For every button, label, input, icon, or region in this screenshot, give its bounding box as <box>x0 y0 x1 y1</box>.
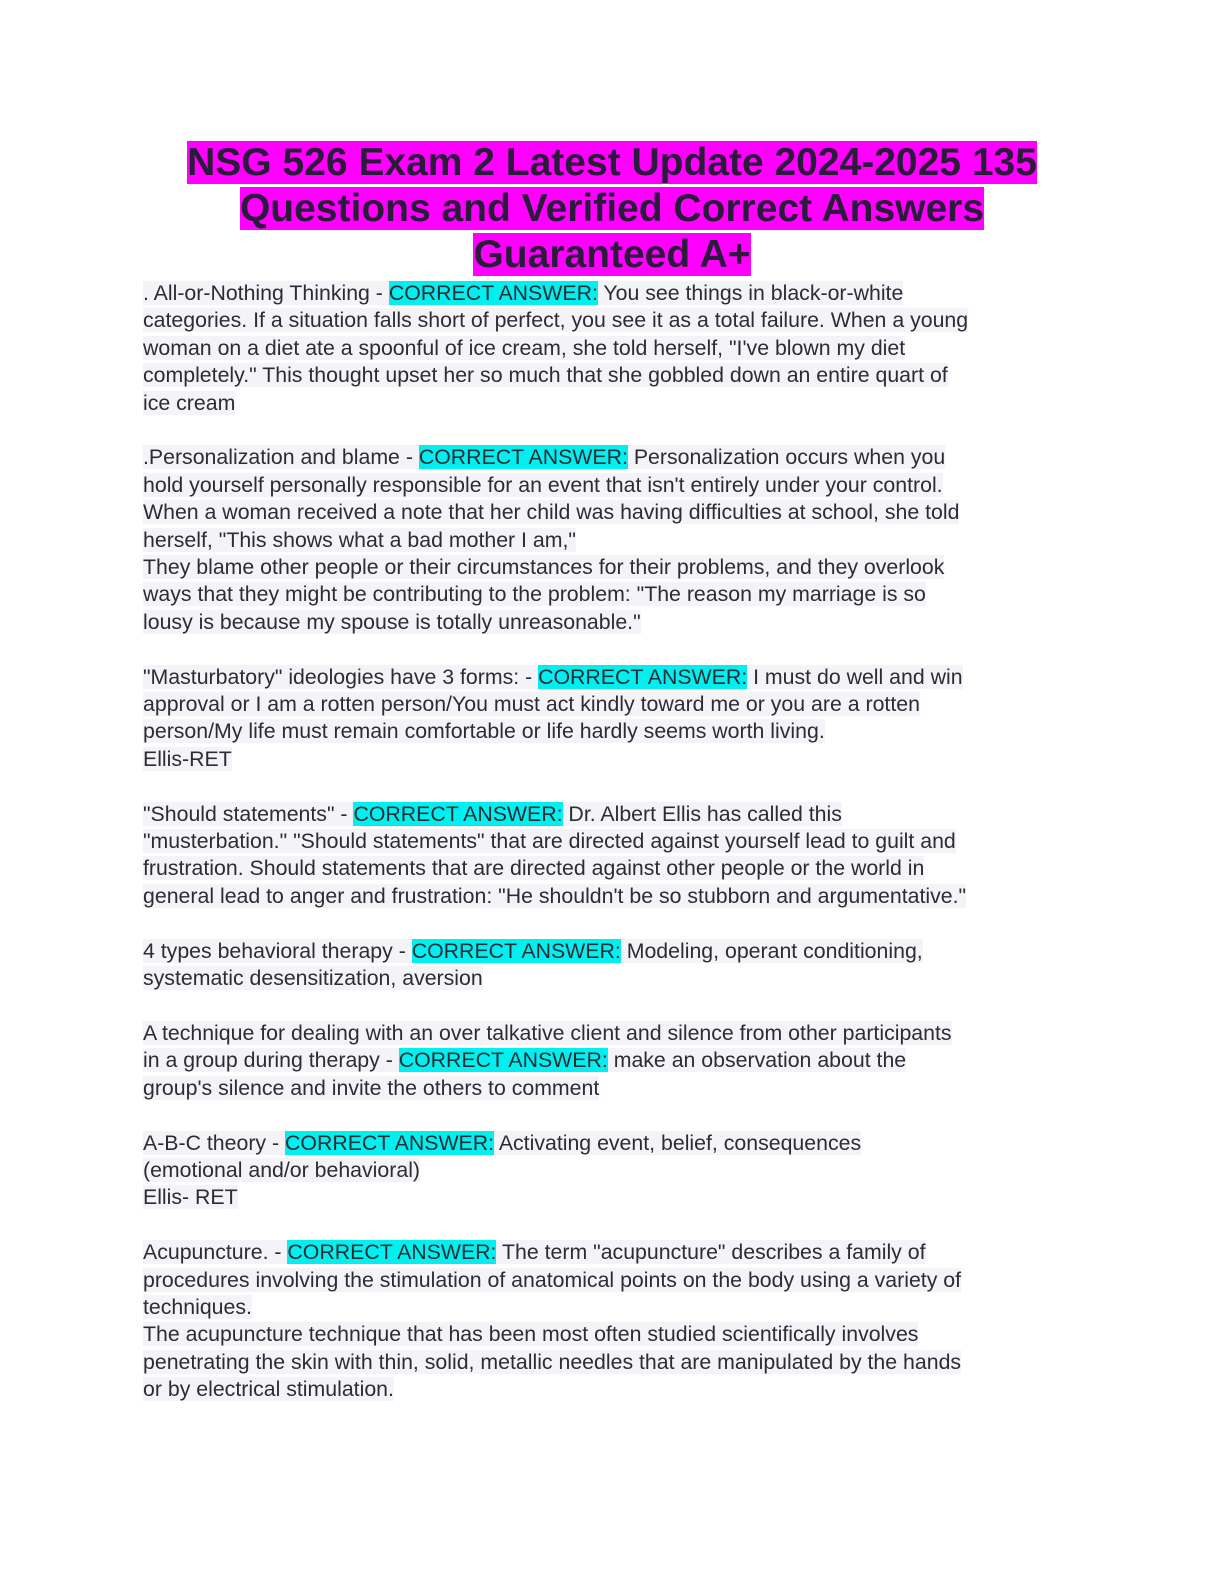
question-text: A-B-C theory - <box>143 1130 286 1155</box>
answer-line: hold yourself personally responsible for an event that isn't entirely under your control. <box>143 472 943 497</box>
answer-line: ways that they might be contributing to the problem: "The reason my marriage is so <box>143 582 926 607</box>
title-line: Guaranteed A+ <box>473 233 751 276</box>
answer-line: lousy is because my spouse is totally unreasonable." <box>143 609 641 634</box>
qa-entry <box>143 1130 1083 1212</box>
answer-line: general lead to anger and frustration: "He shouldn't be so stubborn and argumentative." <box>143 883 967 908</box>
answer-text: You see things in black-or-white <box>597 281 904 305</box>
answer-line: woman on a diet ate a spoonful of ice cream, she told herself, "I've blown my diet <box>143 335 906 360</box>
qa-list <box>143 280 1083 1431</box>
correct-answer-label: CORRECT ANSWER: <box>287 1240 497 1265</box>
title-line: NSG 526 Exam 2 Latest Update 2024-2025 135 <box>187 141 1037 184</box>
answer-line: procedures involving the stimulation of anatomical points on the body using a variety of <box>143 1267 962 1292</box>
correct-answer-label: CORRECT ANSWER: <box>538 664 748 689</box>
document-title <box>100 140 1124 278</box>
answer-line: They blame other people or their circumstances for their problems, and they overlook <box>143 555 945 580</box>
title-line: Questions and Verified Correct Answers <box>239 187 985 230</box>
answer-line: Ellis- RET <box>143 1185 238 1210</box>
question-text: 4 types behavioral therapy - <box>143 938 412 963</box>
qa-entry <box>143 280 1083 417</box>
answer-line: "musterbation." "Should statements" that are directed against yourself lead to guilt and <box>143 829 956 854</box>
correct-answer-label: CORRECT ANSWER: <box>398 1048 608 1073</box>
answer-text: I must do well and win <box>747 664 963 689</box>
answer-text: Dr. Albert Ellis has called this <box>562 801 842 826</box>
answer-line: When a woman received a note that her child was having difficulties at school, she told <box>143 500 960 525</box>
answer-line: approval or I am a rotten person/You must act kindly toward me or you are a rotten <box>143 692 920 717</box>
answer-line: ice cream <box>143 390 236 415</box>
qa-entry <box>143 1239 1083 1403</box>
answer-text: Activating event, belief, consequences <box>494 1130 862 1155</box>
question-text: Acupuncture. - <box>143 1240 288 1265</box>
answer-line: systematic desensitization, aversion <box>143 966 483 991</box>
correct-answer-label: CORRECT ANSWER: <box>353 801 563 826</box>
correct-answer-label: CORRECT ANSWER: <box>411 938 621 963</box>
qa-entry <box>143 664 1083 774</box>
answer-line: Ellis-RET <box>143 746 232 771</box>
qa-entry <box>143 444 1083 636</box>
question-text: "Should statements" - <box>143 801 354 826</box>
question-text: .Personalization and blame - <box>143 445 419 470</box>
correct-answer-label: CORRECT ANSWER: <box>418 445 628 470</box>
answer-line: herself, "This shows what a bad mother I am," <box>143 527 576 552</box>
answer-line: group's silence and invite the others to comment <box>143 1075 600 1100</box>
correct-answer-label: CORRECT ANSWER: <box>285 1130 495 1155</box>
answer-line: techniques. <box>143 1294 252 1319</box>
qa-entry <box>143 938 1083 993</box>
answer-line: frustration. Should statements that are directed against other people or the world in <box>143 856 925 881</box>
answer-line: person/My life must remain comfortable or life hardly seems worth living. <box>143 719 825 744</box>
qa-entry <box>143 1020 1083 1102</box>
question-text: in a group during therapy - <box>143 1048 399 1073</box>
answer-line: The acupuncture technique that has been most often studied scientifically involves <box>143 1322 919 1347</box>
answer-line: completely." This thought upset her so much that she gobbled down an entire quart of <box>143 363 948 388</box>
question-text: "Masturbatory" ideologies have 3 forms: - <box>143 664 539 689</box>
answer-line: penetrating the skin with thin, solid, metallic needles that are manipulated by the hands <box>143 1349 962 1374</box>
question-text: . All-or-Nothing Thinking - <box>143 281 389 305</box>
answer-line: categories. If a situation falls short of perfect, you see it as a total failure. When a young <box>143 308 969 333</box>
answer-text: Personalization occurs when you <box>627 445 946 470</box>
answer-text: make an observation about the <box>607 1048 907 1073</box>
answer-line: (emotional and/or behavioral) <box>143 1157 421 1182</box>
correct-answer-label: CORRECT ANSWER: <box>388 281 598 305</box>
qa-entry <box>143 801 1083 911</box>
answer-text: Modeling, operant conditioning, <box>620 938 923 963</box>
answer-line: or by electrical stimulation. <box>143 1377 394 1402</box>
question-text: A technique for dealing with an over talkative client and silence from other participants <box>143 1020 952 1045</box>
answer-text: The term "acupuncture" describes a family of <box>496 1240 926 1265</box>
